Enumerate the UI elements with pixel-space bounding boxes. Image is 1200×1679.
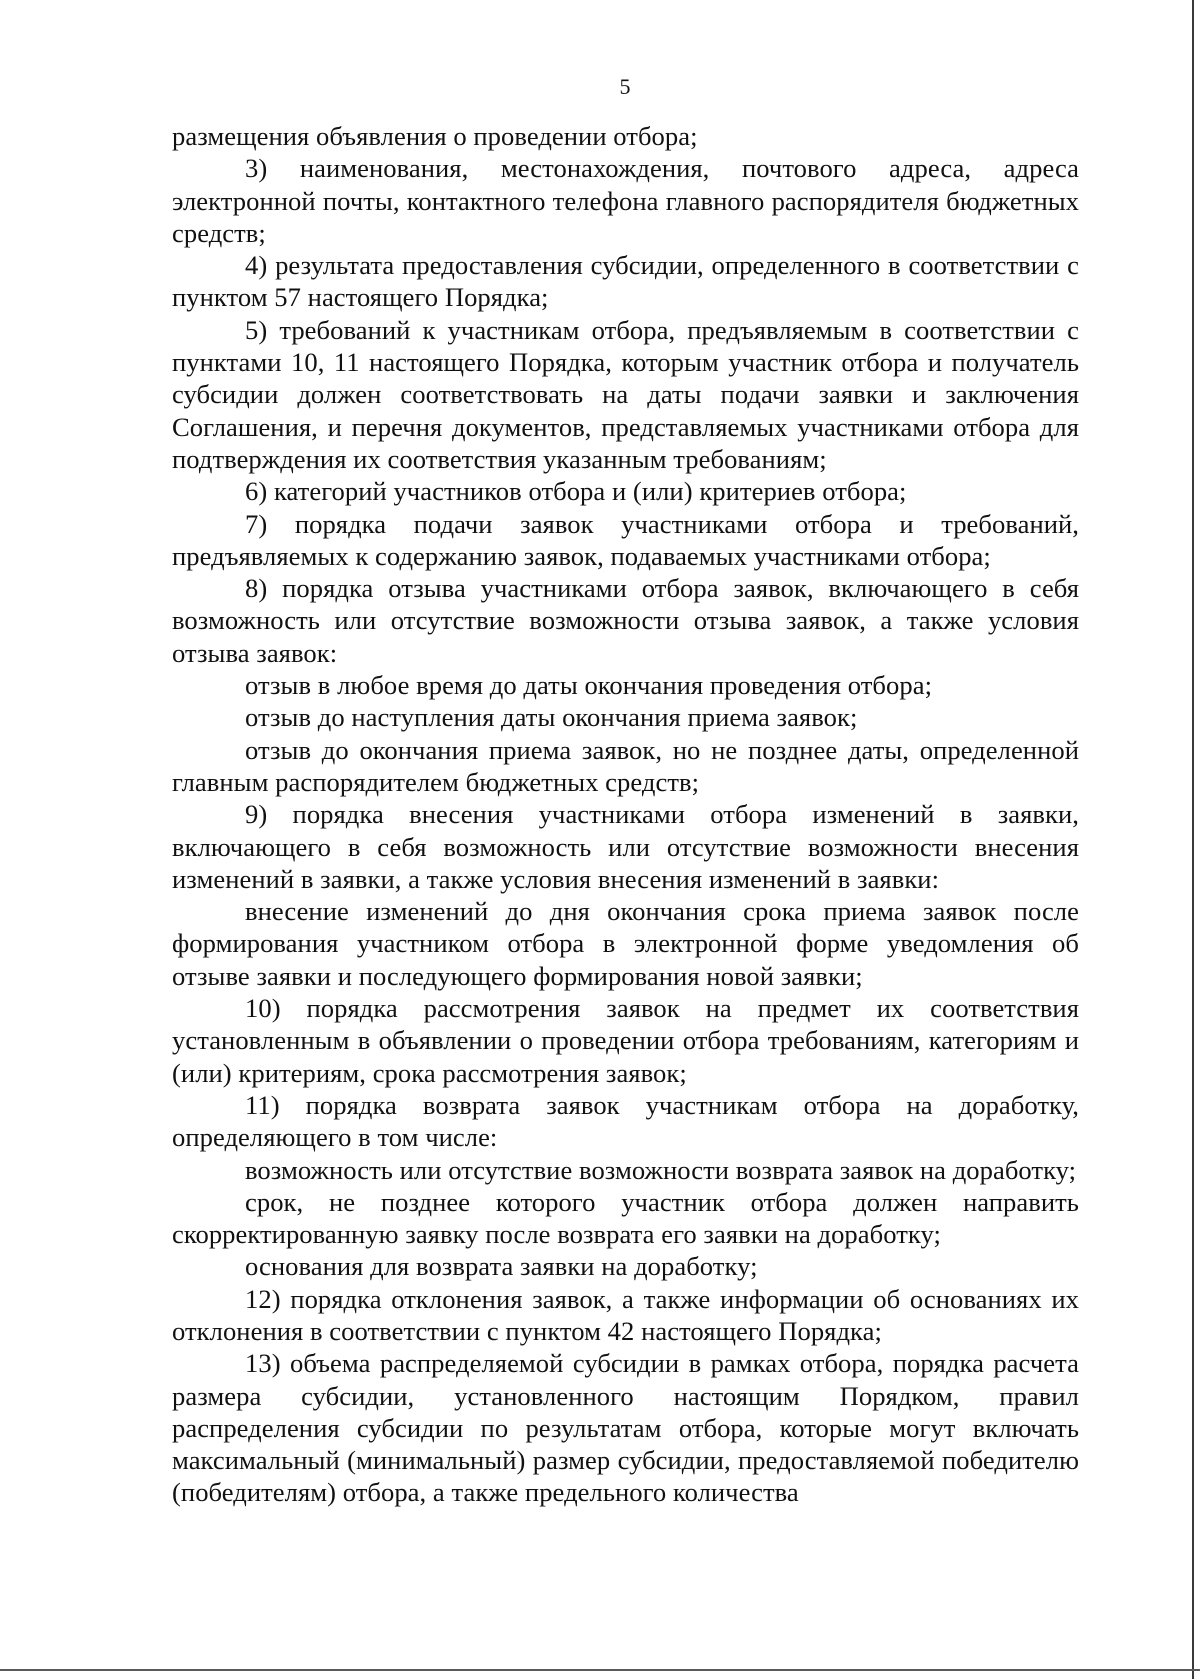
- paragraph-0: размещения объявления о проведении отбора;: [172, 121, 698, 151]
- paragraph-item-12: 12) порядка отклонения заявок, а также информации об основаниях их отклонения в соответствии с пунктом 42 настоящего Порядка;: [172, 1283, 1079, 1346]
- paragraph-item-8-option-3: отзыв до окончания приема заявок, но не позднее даты, определенной главным распорядителем бюджетных средств;: [172, 734, 1079, 797]
- paragraph-item-4: 4) результата предоставления субсидии, определенного в соответствии с пунктом 57 настоящего Порядка;: [172, 250, 1079, 313]
- paragraph-item-10: 10) порядка рассмотрения заявок на предмет их соответствия установленным в объявлении о проведении отбора требованиям, категориям и (или) критериям, срока рассмотрения заявок;: [172, 993, 1079, 1088]
- scan-edge-right: [1192, 0, 1194, 1679]
- scan-edge-bottom: [0, 1669, 1200, 1671]
- paragraph-item-11-option-1: возможность или отсутствие возможности возврата заявок на доработку;: [245, 1154, 1077, 1185]
- paragraph-item-7: 7) порядка подачи заявок участниками отбора и требований, предъявляемых к содержанию заявок, подаваемых участниками отбора;: [172, 508, 1079, 571]
- paragraph-item-3: 3) наименования, местонахождения, почтового адреса, адреса электронной почты, контактного телефона главного распорядителя бюджетных средств;: [172, 153, 1079, 248]
- paragraph-item-13: 13) объема распределяемой субсидии в рамках отбора, порядка расчета размера субсидии, установленного настоящим Порядком, правил распределения субсидии по результатам отбора, которые могут включать максимальный (минимальный) размер субсидии, предоставляемой победителю (победителям) отбора, а также предельного количества: [172, 1348, 1079, 1508]
- paragraph-item-8-option-1: отзыв в любое время до даты окончания проведения отбора;: [245, 670, 933, 701]
- paragraph-item-11: 11) порядка возврата заявок участникам отбора на доработку, определяющего в том числе:: [172, 1089, 1079, 1153]
- paragraph-item-11-option-2: срок, не позднее которого участник отбора должен направить скорректированную заявку после возврата его заявки на доработку;: [172, 1186, 1079, 1250]
- paragraph-item-9-option-1: внесение изменений до дня окончания срока приема заявок после формирования участником отбора в электронной форме уведомления об отзыве заявки и последующего формирования новой заявки;: [172, 896, 1079, 991]
- paragraph-item-8: 8) порядка отзыва участниками отбора заявок, включающего в себя возможность или отсутствие возможности отзыва заявок, а также условия отзыва заявок:: [172, 573, 1079, 668]
- paragraph-item-6: 6) категорий участников отбора и (или) критериев отбора;: [245, 476, 907, 507]
- page-number: 5: [619, 74, 631, 99]
- paragraph-item-11-option-3: основания для возврата заявки на доработку;: [245, 1251, 758, 1282]
- paragraph-item-5: 5) требований к участникам отбора, предъявляемым в соответствии с пунктами 10, 11 настоящего Порядка, которым участник отбора и получатель субсидии должен соответствовать на даты подачи заявки и заключения Соглашения, и перечня документов, представляемых участниками отбора для подтверждения их соответствия указанным требованиям;: [172, 314, 1079, 474]
- paragraph-item-8-option-2: отзыв до наступления даты окончания приема заявок;: [245, 702, 858, 733]
- document-body: [172, 120, 1079, 1509]
- paragraph-item-9: 9) порядка внесения участниками отбора изменений в заявки, включающего в себя возможность или отсутствие возможности внесения изменений в заявки, а также условия внесения изменений в заявки:: [172, 799, 1079, 894]
